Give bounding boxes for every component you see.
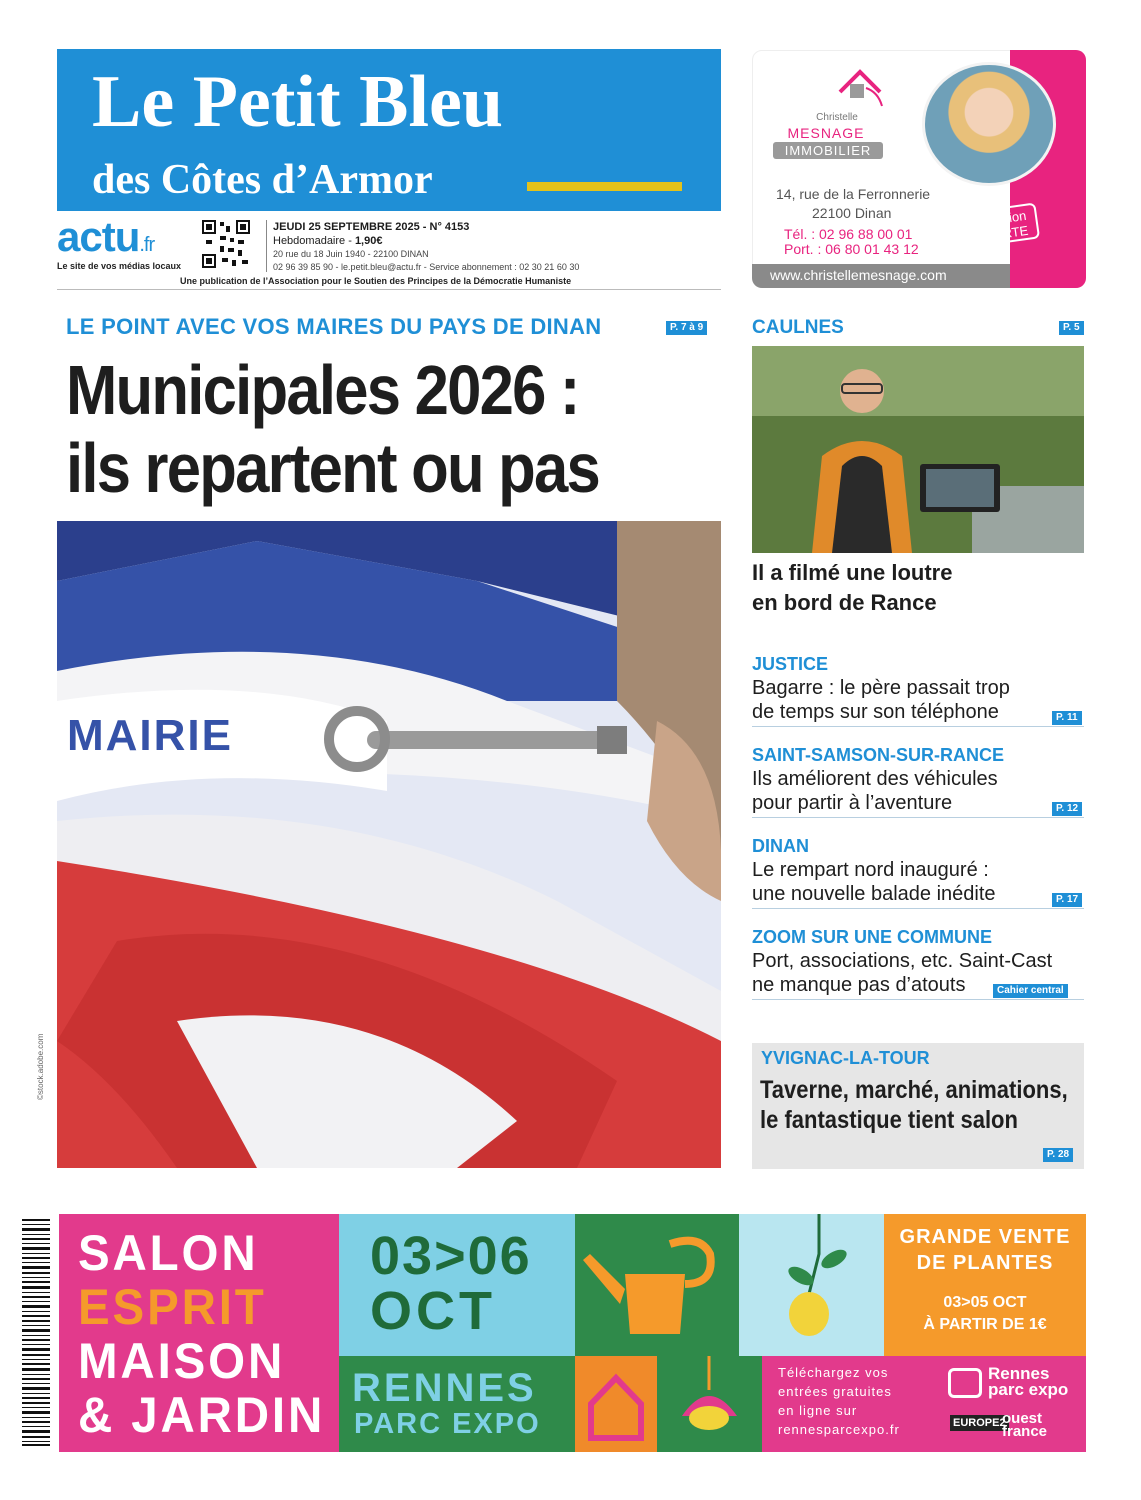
salon-title-line2: ESPRIT: [78, 1279, 267, 1335]
download-line2: entrées gratuites: [778, 1384, 892, 1399]
brief-divider: [752, 908, 1084, 909]
rennes-parc-expo-logo: [988, 1366, 1068, 1398]
salon-title-line1: SALON: [78, 1225, 259, 1281]
mairie-sash-label: MAIRIE: [67, 711, 233, 760]
publisher-contact: 02 96 39 85 90 - le.petit.bleu@actu.fr - Service abonnement : 02 30 21 60 30: [273, 262, 580, 272]
brief-line2[interactable]: pour partir à l’aventure: [752, 792, 953, 814]
venue-line1: RENNES: [352, 1366, 537, 1410]
price-value: 1,90€: [354, 235, 383, 247]
publisher-address: 20 rue du 18 Juin 1940 - 22100 DINAN: [273, 249, 429, 259]
lead-kicker: LE POINT AVEC VOS MAIRES DU PAYS DE DINAN: [66, 314, 602, 339]
agency-phone[interactable]: Tél. : 02 96 88 00 01: [784, 226, 913, 242]
yvignac-headline-line1[interactable]: Taverne, marché, animations,: [760, 1076, 1068, 1104]
brief-line1[interactable]: Port, associations, etc. Saint-Cast: [752, 950, 1053, 972]
newspaper-title: Le Petit Bleu: [92, 61, 504, 143]
caulnes-rubric: CAULNES: [752, 317, 844, 338]
brief-page-badge: P. 11: [1052, 711, 1082, 725]
lead-headline-line2[interactable]: ils repartent ou pas: [66, 429, 600, 507]
brief-line1[interactable]: Le rempart nord inauguré :: [752, 859, 989, 881]
caulnes-page-badge: P. 5: [1059, 321, 1084, 335]
masthead-yellow-bar: [527, 182, 682, 191]
actu-logo-text: actu: [57, 213, 140, 260]
brief-divider: [752, 817, 1084, 818]
salon-month: OCT: [370, 1281, 496, 1341]
brief-page-badge: P. 12: [1052, 802, 1082, 816]
header-rule: [57, 289, 721, 290]
yvignac-headline-line2[interactable]: le fantastique tient salon: [760, 1106, 1018, 1134]
photo-credit: ©stock.adobe.com: [36, 1033, 45, 1100]
brief-rubric: SAINT-SAMSON-SUR-RANCE: [752, 745, 1004, 765]
actu-tagline: Le site de vos médias locaux: [57, 261, 182, 271]
agency-website-link[interactable]: www.christellemesnage.com: [770, 267, 947, 283]
brief-rubric: ZOOM SUR UNE COMMUNE: [752, 927, 992, 947]
lamp-icon: [657, 1356, 762, 1452]
agent-last-name: MESNAGE: [787, 125, 865, 141]
ouest-line2: france: [1002, 1423, 1048, 1440]
europe2-logo: EUROPE2: [950, 1415, 1009, 1431]
yvignac-rubric: YVIGNAC-LA-TOUR: [761, 1048, 930, 1068]
lead-headline-line1[interactable]: Municipales 2026 :: [66, 351, 579, 429]
house-icon: [575, 1356, 657, 1452]
rpe-line1: Rennes: [988, 1364, 1050, 1383]
brief-line2[interactable]: ne manque pas d’atouts: [752, 974, 966, 996]
agency-city: 22100 Dinan: [812, 205, 892, 221]
plants-price: À PARTIR DE 1€: [923, 1316, 1047, 1333]
barcode-icon: [22, 1217, 50, 1447]
plants-title-line2: DE PLANTES: [916, 1252, 1054, 1274]
lemon-branch-icon: [739, 1214, 884, 1356]
yvignac-page-badge: P. 28: [1043, 1148, 1073, 1162]
tricolor-sash-illustration: [57, 521, 721, 1168]
watering-can-cell: [575, 1214, 739, 1356]
agency-street: 14, rue de la Ferronnerie: [776, 186, 931, 202]
download-line3: en ligne sur: [778, 1403, 858, 1418]
actu-logo-suffix: .fr: [139, 234, 155, 256]
man-with-tablet-illustration: [752, 346, 1084, 553]
brief-line1[interactable]: Bagarre : le père passait trop: [752, 677, 1010, 699]
qr-code-icon[interactable]: [202, 220, 250, 268]
agency-mobile[interactable]: Port. : 06 80 01 43 12: [784, 241, 919, 257]
brief-line2[interactable]: de temps sur son téléphone: [752, 701, 999, 723]
lead-photo: [57, 521, 721, 1168]
download-line1: Téléchargez vos: [778, 1365, 889, 1380]
salon-title-line3: MAISON: [78, 1333, 286, 1389]
caulnes-headline-line1[interactable]: Il a filmé une loutre: [752, 560, 953, 585]
actu-logo[interactable]: [57, 213, 155, 266]
salon-dates: 03>06: [370, 1226, 532, 1286]
brief-line2[interactable]: une nouvelle balade inédite: [752, 883, 996, 905]
brief-line1[interactable]: Ils améliorent des véhicules: [752, 768, 998, 790]
issue-price: [273, 235, 382, 247]
watering-can-icon: [575, 1214, 739, 1356]
brief-divider: [752, 726, 1084, 727]
ouest-france-logo: [1002, 1412, 1047, 1438]
lead-page-badge: P. 7 à 9: [666, 321, 707, 335]
caulnes-headline-line2[interactable]: en bord de Rance: [752, 590, 937, 615]
salon-title-line4: & JARDIN: [78, 1387, 326, 1443]
agent-first-name: Christelle: [816, 112, 858, 123]
house-cell: [575, 1356, 657, 1452]
rennes-parc-expo-logo-icon: [948, 1368, 982, 1398]
lemon-cell: [739, 1214, 884, 1356]
download-url-link[interactable]: rennesparcexpo.fr: [778, 1422, 900, 1437]
publication-notice: Une publication de l’Association pour le Soutien des Principes de la Démocratie Humaniste: [180, 276, 572, 286]
ouest-line1: ouest: [1002, 1410, 1043, 1427]
house-logo-icon: [834, 62, 886, 110]
caulnes-photo: [752, 346, 1084, 553]
newspaper-subtitle: des Côtes d’Armor: [92, 157, 433, 203]
issue-date: JEUDI 25 SEPTEMBRE 2025 - N° 4153: [273, 221, 470, 233]
agent-portrait: [922, 62, 1056, 186]
venue-line2: PARC EXPO: [354, 1408, 541, 1440]
plants-title-line1: GRANDE VENTE: [899, 1226, 1071, 1248]
estimation-badge: Estimation OFFERTE: [954, 202, 1040, 249]
lamp-cell: [657, 1356, 762, 1452]
brief-rubric: DINAN: [752, 836, 809, 856]
frequency-label: Hebdomadaire -: [273, 235, 355, 247]
plants-dates: 03>05 OCT: [943, 1294, 1027, 1311]
rpe-line2: parc expo: [988, 1380, 1069, 1399]
info-divider: [266, 220, 267, 272]
brief-divider: [752, 999, 1084, 1000]
brief-rubric: JUSTICE: [752, 654, 829, 674]
brief-page-badge: P. 17: [1052, 893, 1082, 907]
brief-page-badge: Cahier central: [993, 984, 1068, 998]
agency-type: IMMOBILIER: [773, 142, 883, 159]
